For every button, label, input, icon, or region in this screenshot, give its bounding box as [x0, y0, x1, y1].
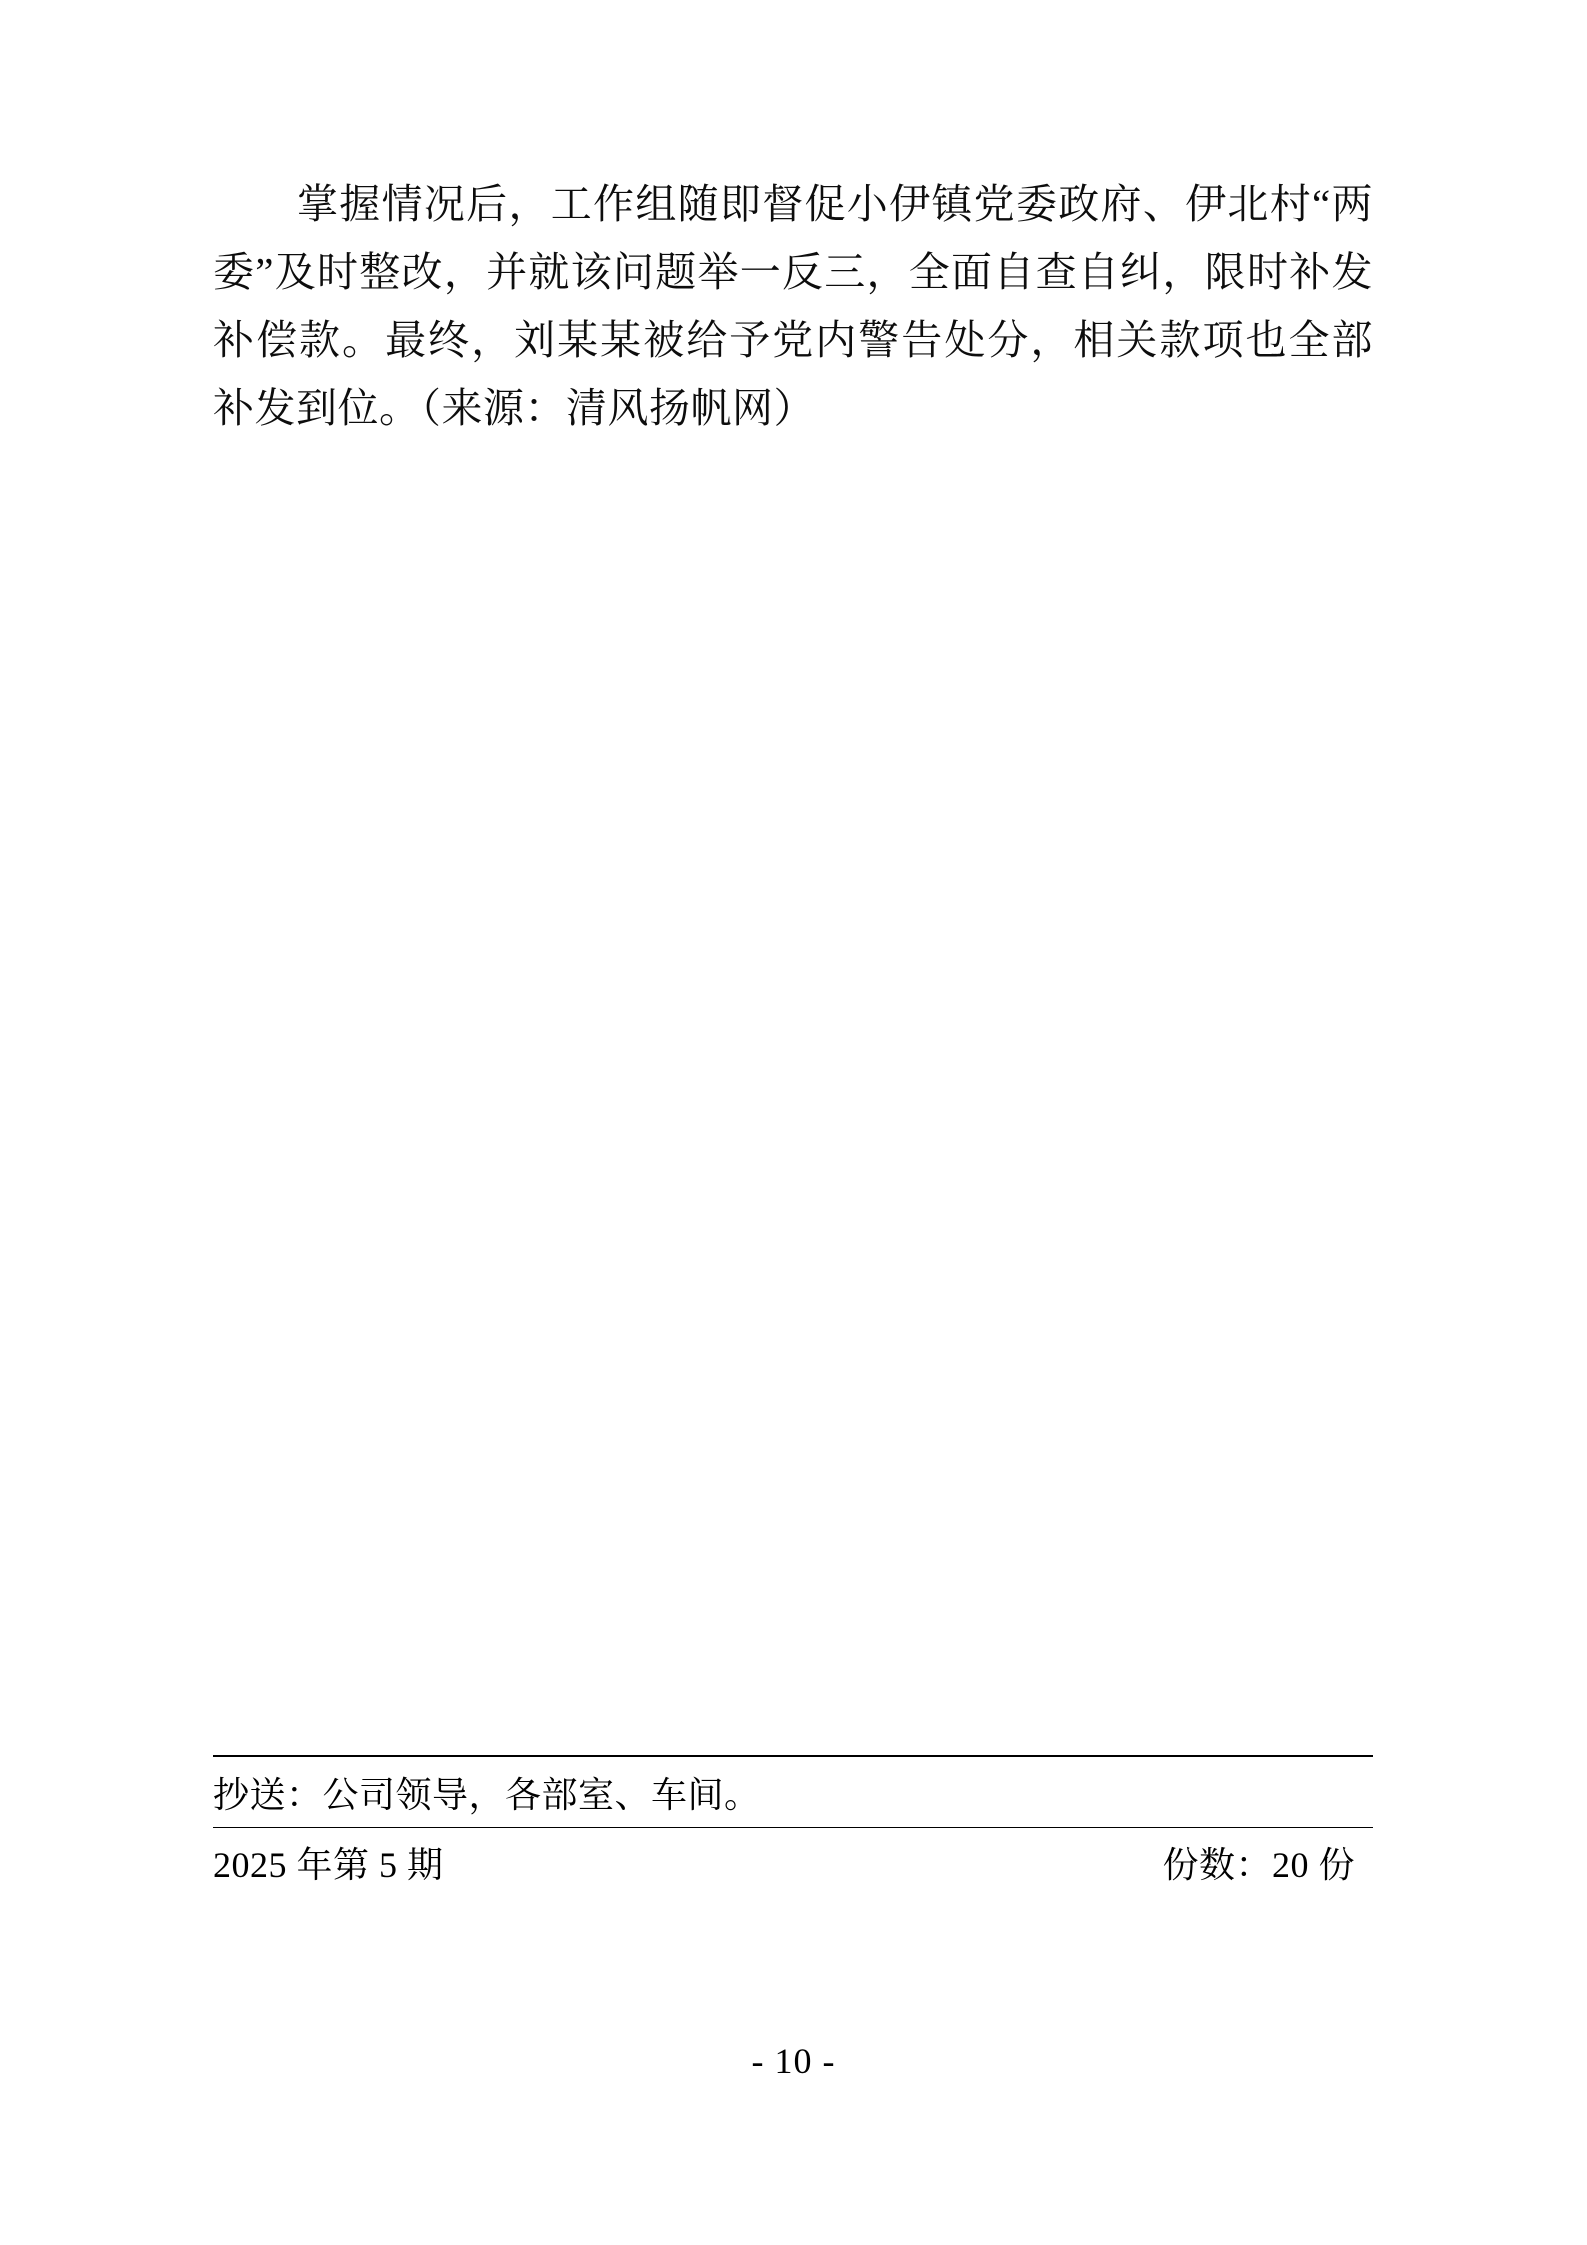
footer-copies-label: 份数：20 份	[1162, 1845, 1355, 1885]
footer-distribution: 抄送：公司领导，各部室、车间。	[213, 1775, 761, 1815]
page-footer	[213, 1755, 1373, 1896]
body-paragraph: 掌握情况后，工作组随即督促小伊镇党委政府、伊北村“两委”及时整改，并就该问题举一反三，全面自查自纠，限时补发补偿款。最终，刘某某被给予党内警告处分，相关款项也全部补发到位。（来源：清风扬帆网）	[213, 181, 1373, 431]
document-body	[213, 170, 1373, 442]
page-number: - 10 -	[751, 2041, 836, 2081]
footer-issue-label: 2025 年第 5 期	[213, 1845, 444, 1885]
footer-meta-row	[213, 1828, 1373, 1896]
